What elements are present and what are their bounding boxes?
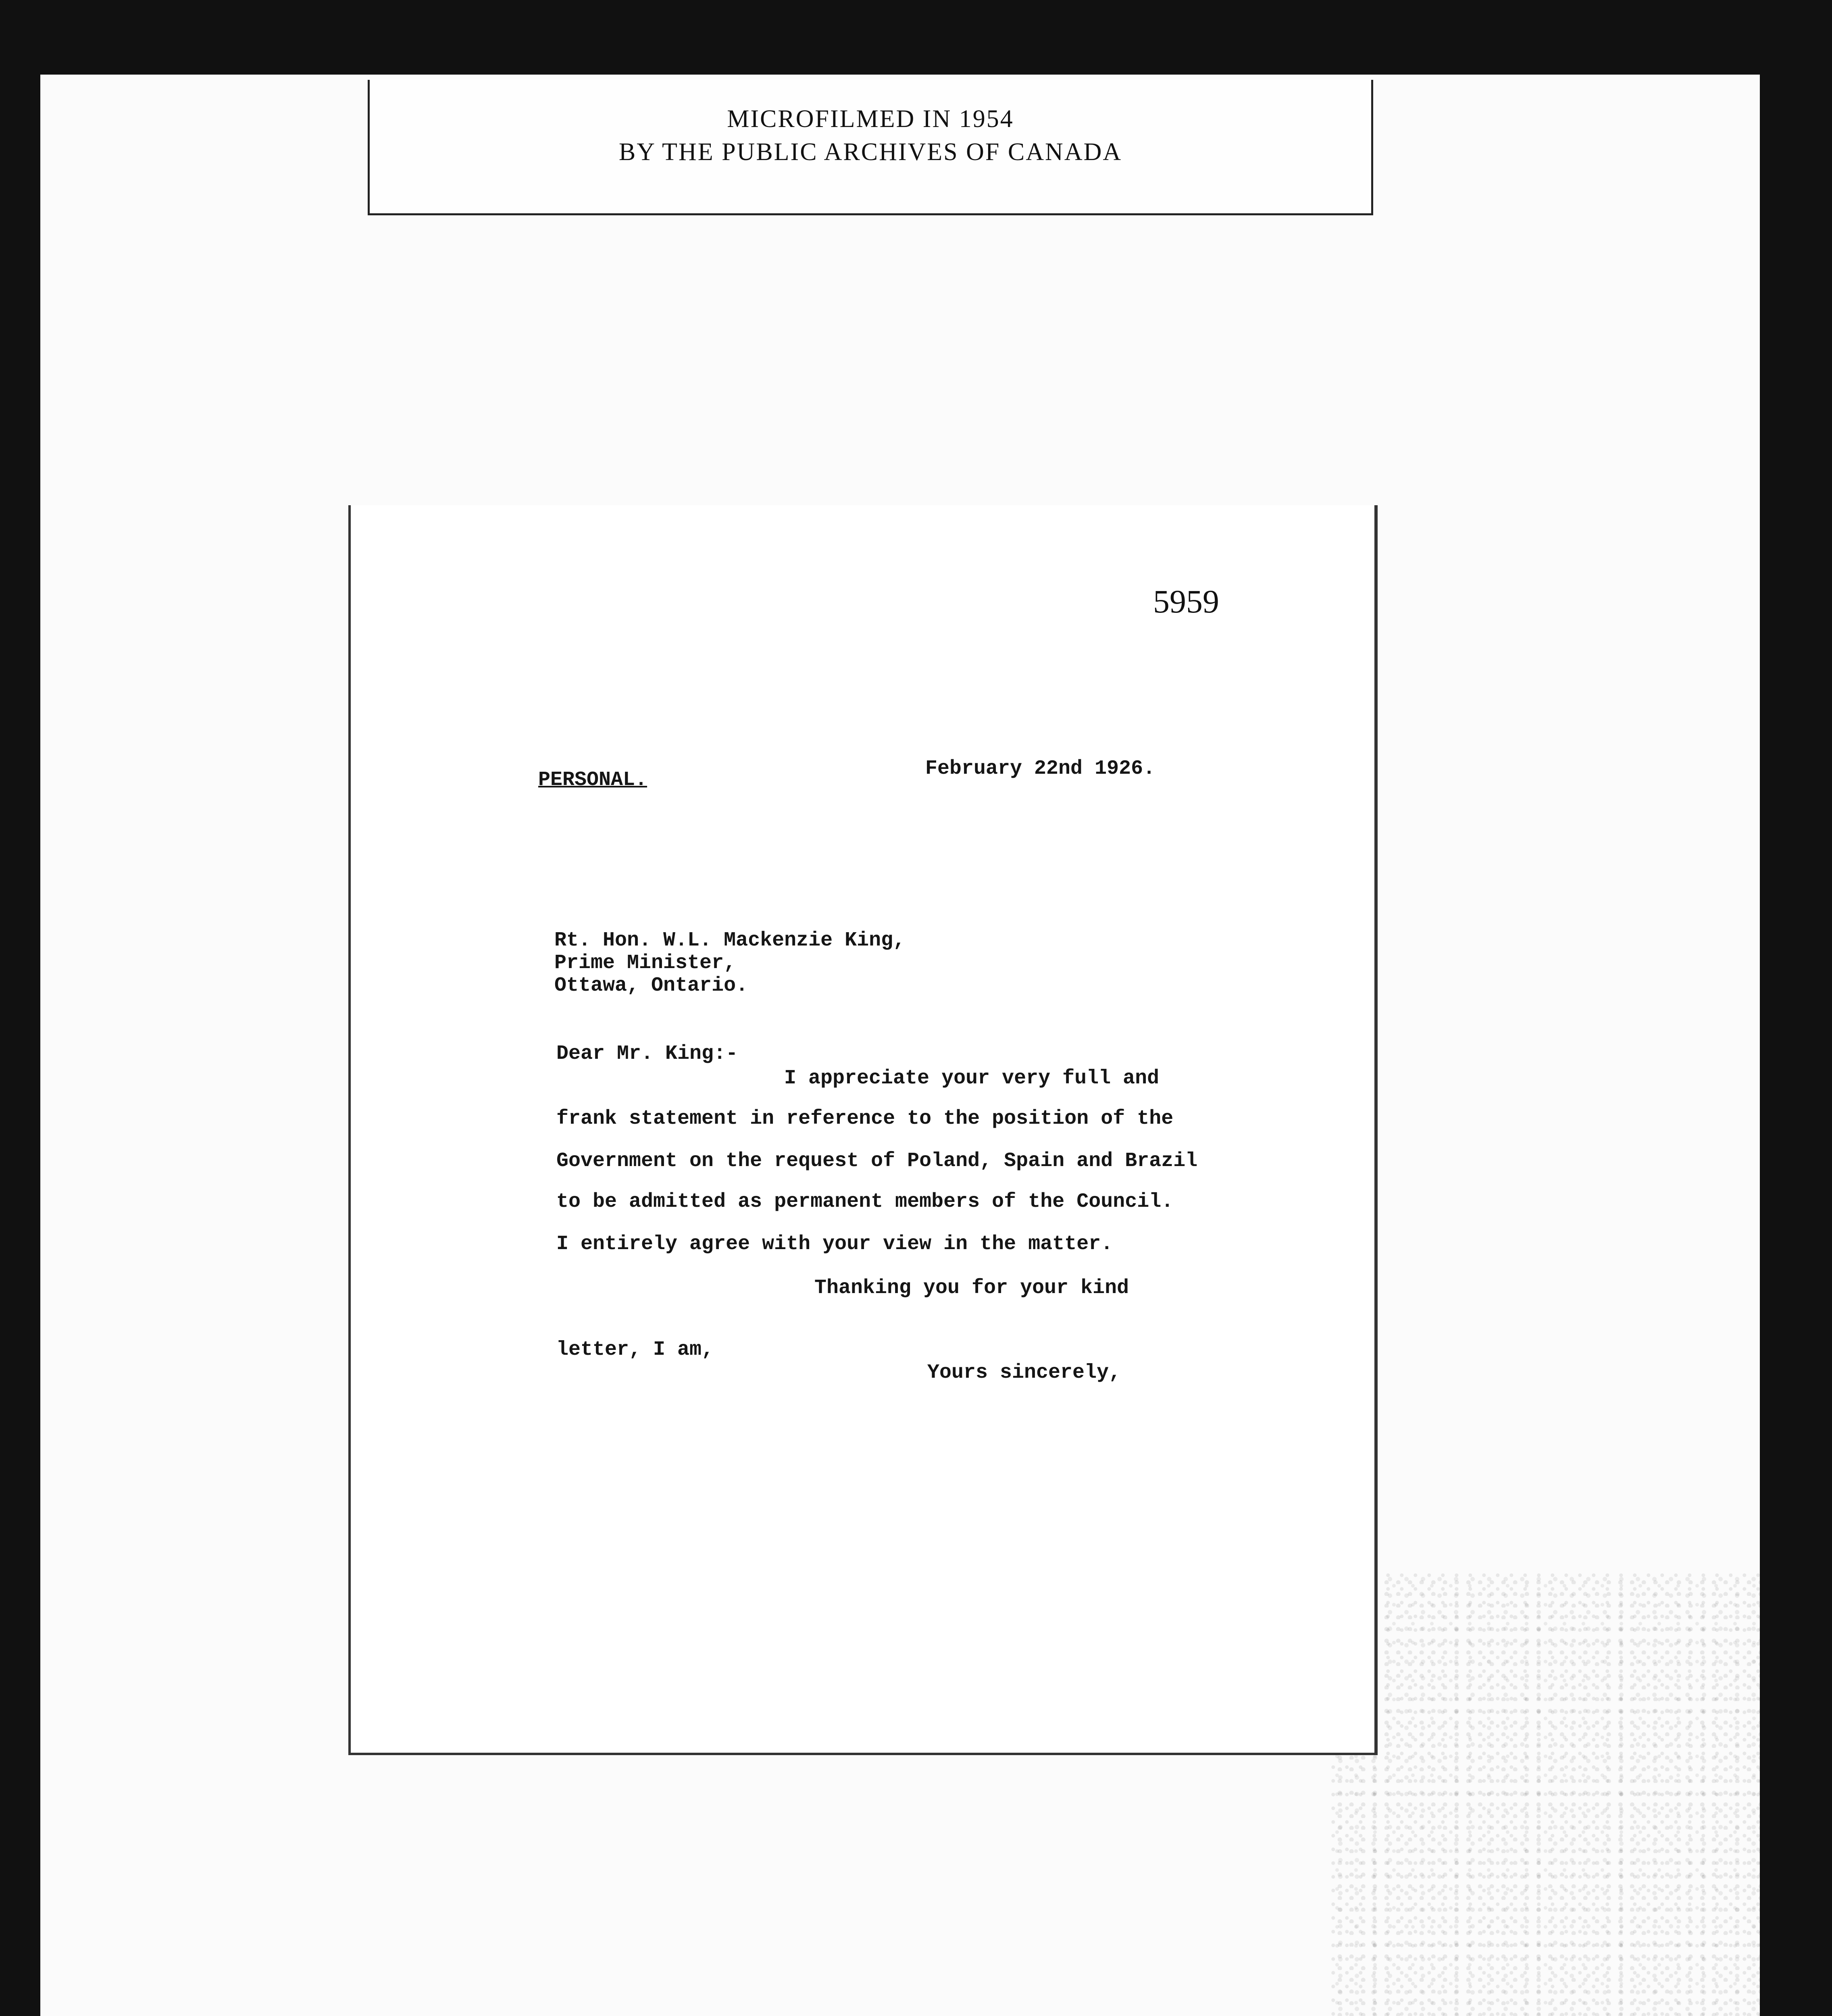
- salutation: Dear Mr. King:-: [556, 1042, 738, 1065]
- address-line-2: Prime Minister,: [554, 952, 736, 975]
- stamp-line-1: MICROFILMED IN 1954: [727, 105, 1014, 133]
- body-line-5: I entirely agree with your view in the matter.: [556, 1233, 1113, 1256]
- personal-marker: PERSONAL.: [538, 768, 647, 791]
- letter-date: February 22nd 1926.: [925, 757, 1155, 780]
- body-line-4: to be admitted as permanent members of the Council.: [556, 1190, 1174, 1213]
- body-line-1: I appreciate your very full and: [784, 1067, 1160, 1090]
- body-line-7: letter, I am,: [556, 1338, 714, 1361]
- body-line-2: frank statement in reference to the position of the: [556, 1107, 1174, 1130]
- closing: Yours sincerely,: [927, 1361, 1121, 1384]
- address-line-1: Rt. Hon. W.L. Mackenzie King,: [554, 929, 906, 952]
- body-line-3: Government on the request of Poland, Spain and Brazil: [556, 1150, 1198, 1173]
- document-number: 5959: [1153, 583, 1219, 620]
- stamp-line-2: BY THE PUBLIC ARCHIVES OF CANADA: [618, 138, 1122, 166]
- address-line-3: Ottawa, Ontario.: [554, 974, 748, 997]
- microfilm-stamp: [368, 80, 1373, 215]
- body-line-6: Thanking you for your kind: [814, 1277, 1129, 1300]
- page-speckle: [1330, 1572, 1760, 2016]
